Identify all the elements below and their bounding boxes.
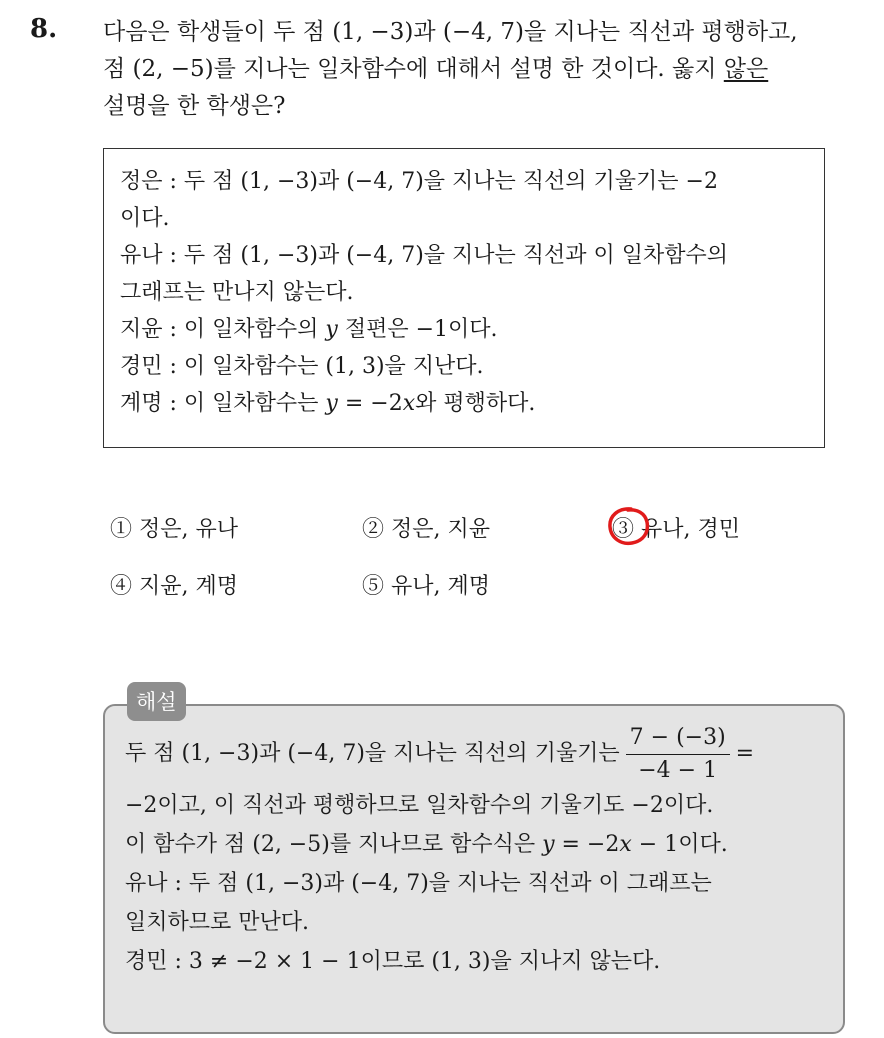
var-x: x: [402, 391, 416, 416]
slope-fraction: [626, 724, 730, 785]
statement-gyemyeong-pre: 계명 : 이 일차함수는: [120, 391, 326, 416]
statement-gyemyeong: [120, 385, 810, 422]
solution-text: [125, 724, 835, 981]
solution-line-6: 경민 : 3 ≠ −2 × 1 − 1이므로 (1, 3)을 지나지 않는다.: [125, 949, 661, 974]
choice-3-text: 유나, 경민: [634, 517, 741, 542]
solution-line-4: 유나 : 두 점 (1, −3)과 (−4, 7)을 지나는 직선과 이 그래프는: [125, 871, 712, 896]
choice-3-number: ③: [612, 517, 635, 542]
answer-circle-mark: [604, 505, 654, 549]
equals-sign: =: [735, 741, 755, 766]
statement-jiyun-pre: 지윤 : 이 일차함수의: [120, 317, 326, 342]
choice-4[interactable]: ④ 지윤, 계명: [110, 574, 238, 599]
question-text: [103, 14, 863, 125]
statement-jeongeun: 정은 : 두 점 (1, −3)과 (−4, 7)을 지나는 직선의 기울기는 −2: [120, 169, 718, 194]
solution-line-3: [125, 825, 835, 864]
statement-yuna: 유나 : 두 점 (1, −3)과 (−4, 7)을 지나는 직선과 이 일차함수의: [120, 243, 729, 268]
statement-gyemyeong-post: 와 평행하다.: [415, 391, 536, 416]
statements-list: [120, 163, 810, 422]
choice-5[interactable]: ⑤ 유나, 계명: [362, 574, 490, 599]
statement-yuna-cont: 그래프는 만나지 않는다.: [120, 280, 354, 305]
statement-jiyun-post: 절편은 −1이다.: [337, 317, 498, 342]
solution-line-1: [125, 722, 835, 786]
choice-2[interactable]: ② 정은, 지윤: [362, 517, 490, 542]
question-line-2-text: 점 (2, −5)를 지나는 일차함수에 대해서 설명 한 것이다. 옳지: [103, 56, 724, 82]
statement-jiyun: [120, 311, 810, 348]
var-y: y: [325, 317, 338, 342]
choice-1[interactable]: ① 정은, 유나: [110, 517, 238, 542]
question-line-3: 설명을 한 학생은?: [103, 93, 286, 119]
solution-line-1-text: 두 점 (1, −3)과 (−4, 7)을 지나는 직선의 기울기는: [125, 741, 620, 766]
solution-line-2: −2이고, 이 직선과 평행하므로 일차함수의 기울기도 −2이다.: [125, 793, 714, 818]
solution-tag: 해설: [127, 682, 186, 721]
question-line-1: 다음은 학생들이 두 점 (1, −3)과 (−4, 7)을 지나는 직선과 평행하고,: [103, 19, 798, 45]
var-x: x: [619, 832, 632, 857]
statement-jeongeun-cont: 이다.: [120, 206, 170, 231]
eq-mid: = −2: [337, 391, 403, 416]
question-number: 8.: [30, 14, 58, 44]
solution-line-3-pre: 이 함수가 점 (2, −5)를 지나므로 함수식은: [125, 832, 543, 857]
fraction-numerator: 7 − (−3): [626, 724, 730, 755]
question-line-2: [103, 51, 863, 88]
var-y: y: [542, 832, 555, 857]
eq-mid: = −2: [554, 832, 620, 857]
solution-box: [103, 704, 845, 1034]
fraction-denominator: −4 − 1: [638, 757, 718, 783]
statement-kyungmin: 경민 : 이 일차함수는 (1, 3)을 지난다.: [120, 354, 484, 379]
statements-box: [103, 148, 825, 448]
var-y: y: [325, 391, 338, 416]
solution-line-3-post: − 1이다.: [631, 832, 728, 857]
solution-line-5: 일치하므로 만난다.: [125, 910, 310, 935]
underlined-word: 않은: [723, 56, 769, 82]
